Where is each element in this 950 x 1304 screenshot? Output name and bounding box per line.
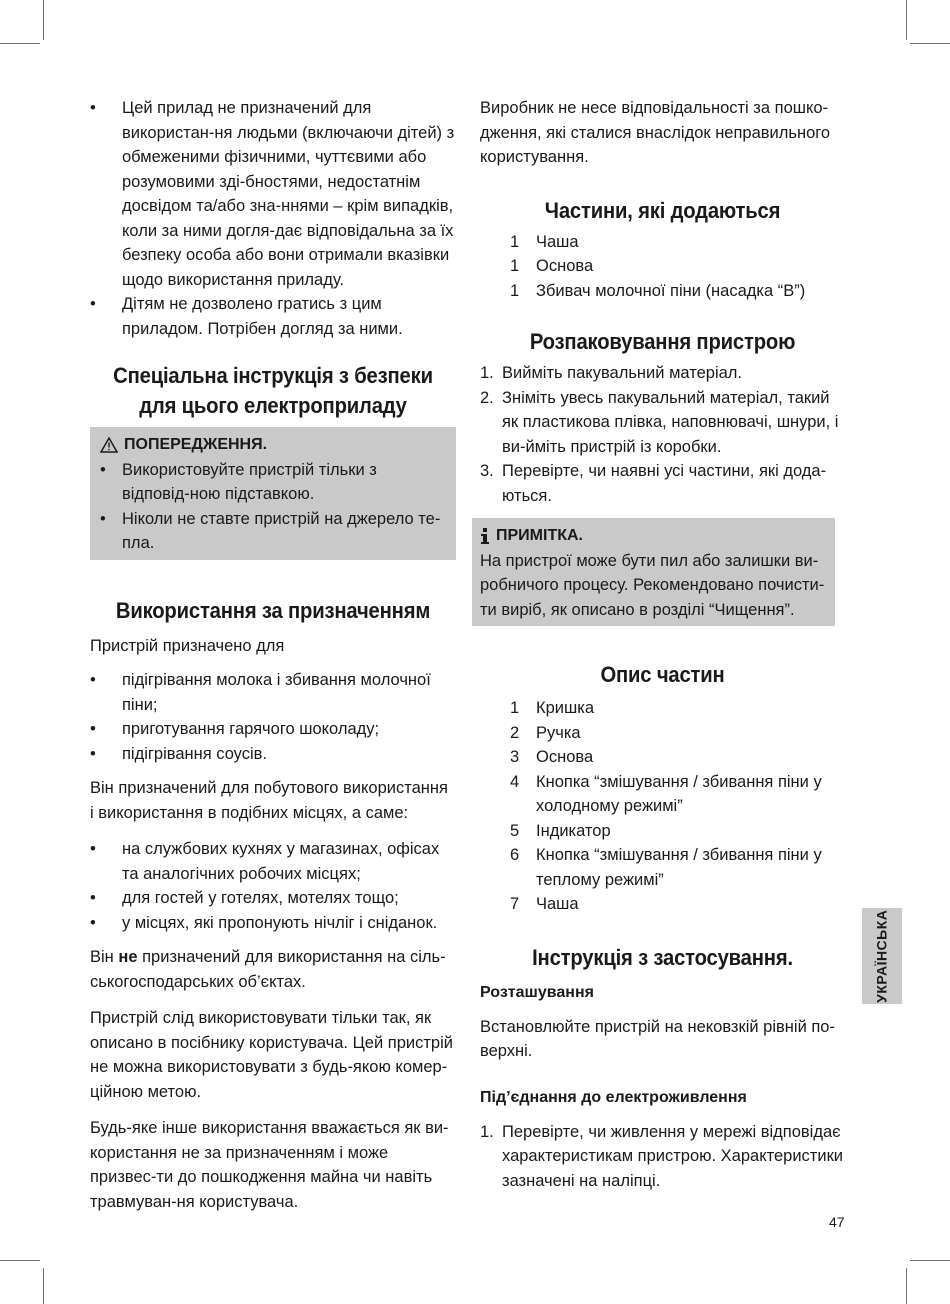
part-number: 5 — [510, 821, 520, 840]
list-item: • Використовуйте пристрій тільки з відповід-ною підставкою. — [100, 458, 446, 507]
not-intended-prefix: Він — [90, 948, 119, 966]
power-steps — [480, 1120, 845, 1194]
list-item — [480, 459, 845, 508]
parts-list — [480, 696, 845, 917]
crop-mark — [43, 0, 44, 40]
usage-heading: Інструкція з застосування. — [532, 944, 793, 970]
warning-triangle-icon — [100, 437, 118, 453]
list-item — [510, 770, 845, 819]
part-text: Основа — [536, 748, 594, 766]
step-text: Перевірте, чи наявні усі частини, які дода-ються. — [502, 462, 827, 505]
list-item — [510, 254, 845, 279]
list-item — [510, 745, 845, 770]
list-item — [510, 230, 845, 255]
list-item: • Цей прилад не призначений для використан-ня людьми (включаючи дітей) з обмеженими фізичними, чуттєвими або розумовими зді-бностями, недостатнім досвідом та/або зна-ннями – крім випадків, коли за ними догля-дає відповідальна за їх безпеку особа або вони отримали вказівки щодо використання приладу. — [90, 96, 456, 292]
unpacking-heading: Розпаковування пристрою — [529, 329, 796, 354]
note-box — [472, 518, 835, 626]
not-intended-suffix: призначений для використання на сіль-ськогосподарських об’єктах. — [90, 948, 446, 991]
list-item: • підігрівання молока і збивання молочної піни; — [90, 668, 456, 717]
list-item — [510, 721, 845, 746]
part-number: 1 — [510, 699, 520, 717]
crop-mark — [906, 1268, 907, 1304]
item-number: 1 — [510, 257, 520, 275]
list-item: • на службових кухнях у магазинах, офісах та аналогічних робочих місцях; — [90, 837, 456, 886]
places-list — [90, 837, 456, 935]
liability-paragraph: Виробник не несе відповідальності за пошко-дження, які сталися внаслідок неправильного користування. — [480, 99, 831, 166]
parts-description-heading: Опис частин — [600, 662, 725, 687]
right-column — [480, 96, 845, 1193]
info-icon — [480, 528, 490, 544]
manual-paragraph: Пристрій слід використовувати тільки так, як описано в посібнику користувача. Цей пристрій не можна використовувати з будь-якою комер-ційною метою. — [90, 1009, 453, 1101]
part-text: Кнопка “змішування / збивання піни у холодному режимі” — [536, 772, 822, 815]
other-use-paragraph: Будь-яке інше використання вважається як ви-користання не за призначенням і може призвес-ти до пошкодження майна чи навіть травмуван-ня користувача. — [90, 1119, 449, 1211]
step-number: 1. — [480, 1122, 494, 1141]
part-number: 6 — [510, 846, 520, 864]
part-number: 4 — [510, 772, 520, 791]
list-item — [510, 696, 845, 721]
part-text: Кнопка “змішування / збивання піни у теплому режимі” — [536, 846, 822, 889]
warning-title — [100, 433, 446, 458]
household-paragraph: Він призначений для побутового використання і використання в подібних місцях, а саме: — [90, 779, 448, 822]
crop-mark — [910, 43, 950, 44]
list-item — [480, 361, 845, 386]
warning-title-text: ПОПЕРЕДЖЕННЯ. — [124, 436, 268, 453]
list-item: • підігрівання соусів. — [90, 742, 456, 767]
part-text: Чаша — [536, 895, 579, 913]
warning-list — [100, 458, 446, 556]
list-item — [510, 892, 845, 917]
list-item — [510, 819, 845, 844]
list-item: • приготування гарячого шоколаду; — [90, 717, 456, 742]
list-item: • у місцях, які пропонують нічліг і сніданок. — [90, 911, 456, 936]
placement-heading: Розташування — [480, 983, 594, 1001]
step-text: Вийміть пакувальний матеріал. — [502, 364, 742, 382]
list-item: • Ніколи не ставте пристрій на джерело те-пла. — [100, 507, 446, 556]
step-number: 3. — [480, 462, 494, 480]
included-parts-list — [480, 230, 845, 304]
crop-mark — [906, 0, 907, 40]
included-parts-heading: Частини, які додаються — [544, 197, 781, 223]
part-text: Ручка — [536, 723, 581, 742]
page-number: 47 — [829, 1214, 845, 1230]
placement-text: Встановлюйте пристрій на нековзкій рівній по-верхні. — [480, 1017, 835, 1060]
step-number: 1. — [480, 364, 494, 382]
list-item — [510, 843, 845, 892]
list-item — [480, 1120, 845, 1194]
note-title-text: ПРИМІТКА. — [496, 527, 583, 544]
list-item — [480, 386, 845, 460]
item-text: Чаша — [536, 232, 579, 251]
warning-box — [90, 427, 456, 560]
unpacking-steps — [480, 361, 845, 508]
list-item: • для гостей у готелях, мотелях тощо; — [90, 886, 456, 911]
power-heading: Під’єднання до електроживлення — [480, 1088, 747, 1106]
item-text: Збивач молочної піни (насадка “B”) — [536, 281, 806, 300]
language-side-tab — [862, 908, 902, 1004]
crop-mark — [0, 1260, 40, 1261]
step-text: Перевірте, чи живлення у мережі відповідає характеристикам пристрою. Характеристики зазначені на наліпці. — [502, 1122, 844, 1190]
language-label: УКРАЇНСЬКА — [873, 909, 890, 1003]
intended-for-text: Пристрій призначено для — [90, 636, 285, 655]
note-text: На пристрої може бути пил або залишки ви-робничого процесу. Рекомендовано почисти-ти виріб, як описано в розділі “Чищення”. — [480, 551, 825, 619]
part-text: Індикатор — [536, 821, 611, 840]
crop-mark — [910, 1260, 950, 1261]
item-number: 1 — [510, 281, 520, 300]
item-text: Основа — [536, 257, 594, 275]
intro-bullet-list — [90, 96, 456, 341]
list-item — [510, 279, 845, 304]
safety-heading: Спеціальна інструкція з безпеки для цього електроприладу — [113, 363, 433, 418]
list-item: • Дітям не дозволено гратись з цим приладом. Потрібен догляд за ними. — [90, 292, 456, 341]
part-number: 3 — [510, 748, 520, 766]
part-number: 7 — [510, 895, 520, 913]
not-intended-paragraph — [90, 945, 456, 994]
part-number: 2 — [510, 723, 520, 742]
crop-mark — [43, 1268, 44, 1304]
left-column — [90, 96, 456, 1226]
item-number: 1 — [510, 232, 520, 251]
use-list — [90, 668, 456, 766]
step-text: Зніміть увесь пакувальний матеріал, такий як пластикова плівка, наповнювачі, шнури, і ви-йміть пристрій із коробки. — [502, 388, 839, 456]
crop-mark — [0, 43, 40, 44]
intended-use-heading: Використання за призначенням — [115, 597, 431, 623]
step-number: 2. — [480, 388, 494, 407]
note-title — [480, 524, 825, 549]
part-text: Кришка — [536, 699, 594, 717]
not-intended-bold: не — [118, 948, 138, 966]
